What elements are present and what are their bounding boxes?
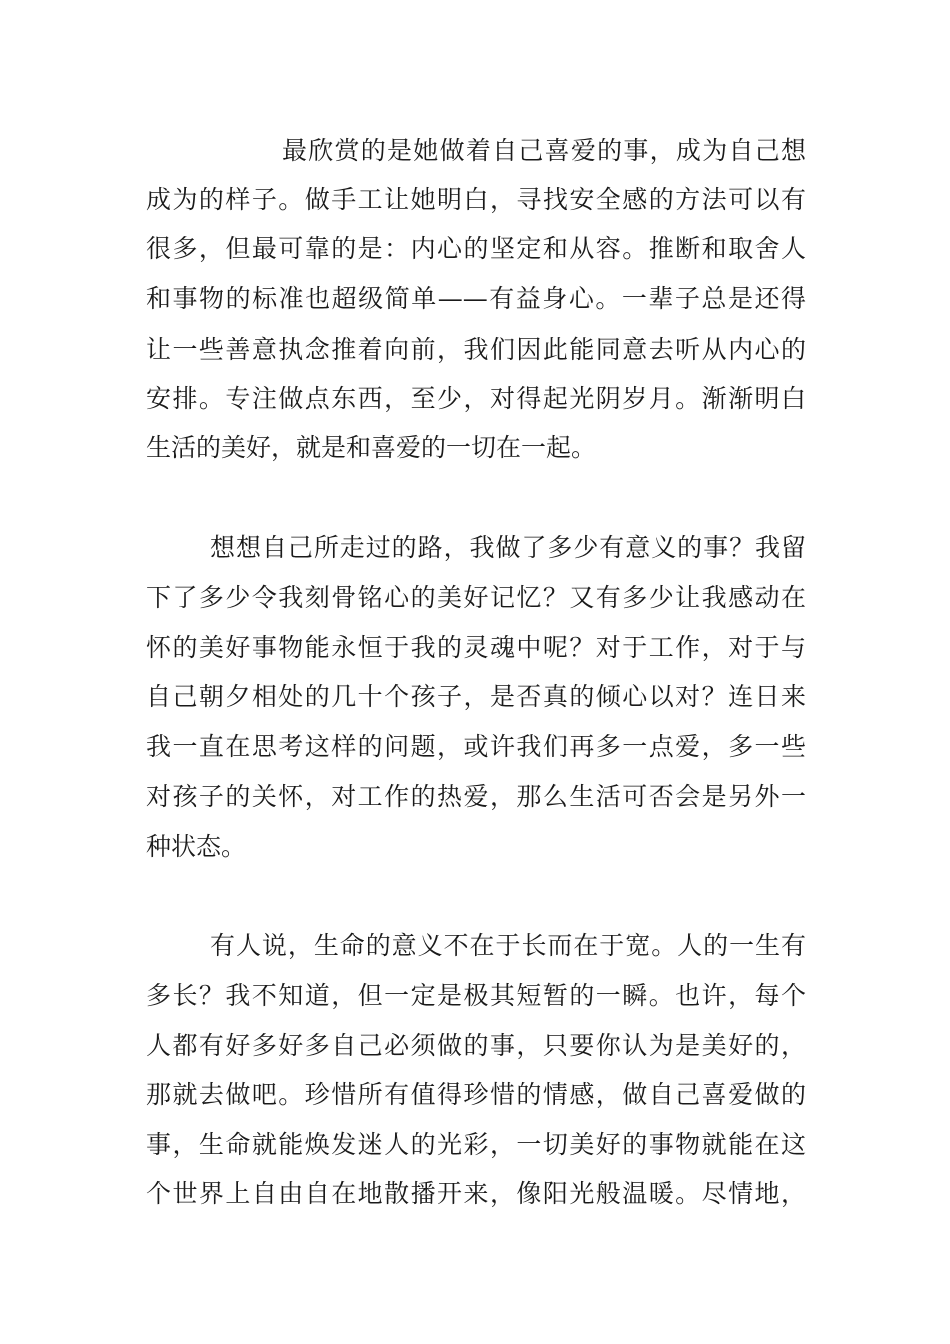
paragraph-2-line-5: 我一直在思考这样的问题，或许我们再多一点爱，多一些 — [146, 732, 806, 761]
paragraph-3-line-5: 事，生命就能焕发迷人的光彩，一切美好的事物就能在这 — [146, 1130, 806, 1159]
paragraph-3-line-3: 人都有好多好多自己必须做的事，只要你认为是美好的， — [146, 1031, 806, 1060]
paragraph-1-line-6: 安排。专注做点东西，至少，对得起光阴岁月。渐渐明白 — [146, 384, 806, 413]
paragraph-2-line-1: 想想自己所走过的路，我做了多少有意义的事？我留 — [210, 533, 806, 562]
paragraph-2-line-4: 自己朝夕相处的几十个孩子，是否真的倾心以对？连日来 — [146, 682, 806, 711]
paragraph-2-line-7: 种状态。 — [146, 832, 247, 861]
paragraph-3-line-2: 多长？我不知道，但一定是极其短暂的一瞬。也许，每个 — [146, 981, 806, 1010]
paragraph-3-line-6: 个世界上自由自在地散播开来，像阳光般温暖。尽情地， — [146, 1179, 806, 1208]
paragraph-3-line-1: 有人说，生命的意义不在于长而在于宽。人的一生有 — [210, 931, 806, 960]
paragraph-2-line-6: 对孩子的关怀，对工作的热爱，那么生活可否会是另外一 — [146, 782, 806, 811]
paragraph-1-line-3: 很多，但最可靠的是：内心的坚定和从容。推断和取舍人 — [146, 234, 806, 263]
paragraph-1-line-5: 让一些善意执念推着向前，我们因此能同意去听从内心的 — [146, 335, 806, 364]
paragraph-1-line-2: 成为的样子。做手工让她明白，寻找安全感的方法可以有 — [146, 185, 806, 214]
paragraph-3-line-4: 那就去做吧。珍惜所有值得珍惜的情感，做自己喜爱做的 — [146, 1080, 806, 1109]
paragraph-2-line-2: 下了多少令我刻骨铭心的美好记忆？又有多少让我感动在 — [146, 583, 806, 612]
paragraph-1-line-1: 最欣赏的是她做着自己喜爱的事，成为自己想 — [282, 136, 806, 165]
paragraph-1-line-7: 生活的美好，就是和喜爱的一切在一起。 — [146, 433, 597, 462]
paragraph-1-line-4: 和事物的标准也超级简单——有益身心。一辈子总是还得 — [146, 284, 806, 313]
paragraph-2-line-3: 怀的美好事物能永恒于我的灵魂中呢？对于工作，对于与 — [146, 633, 806, 662]
